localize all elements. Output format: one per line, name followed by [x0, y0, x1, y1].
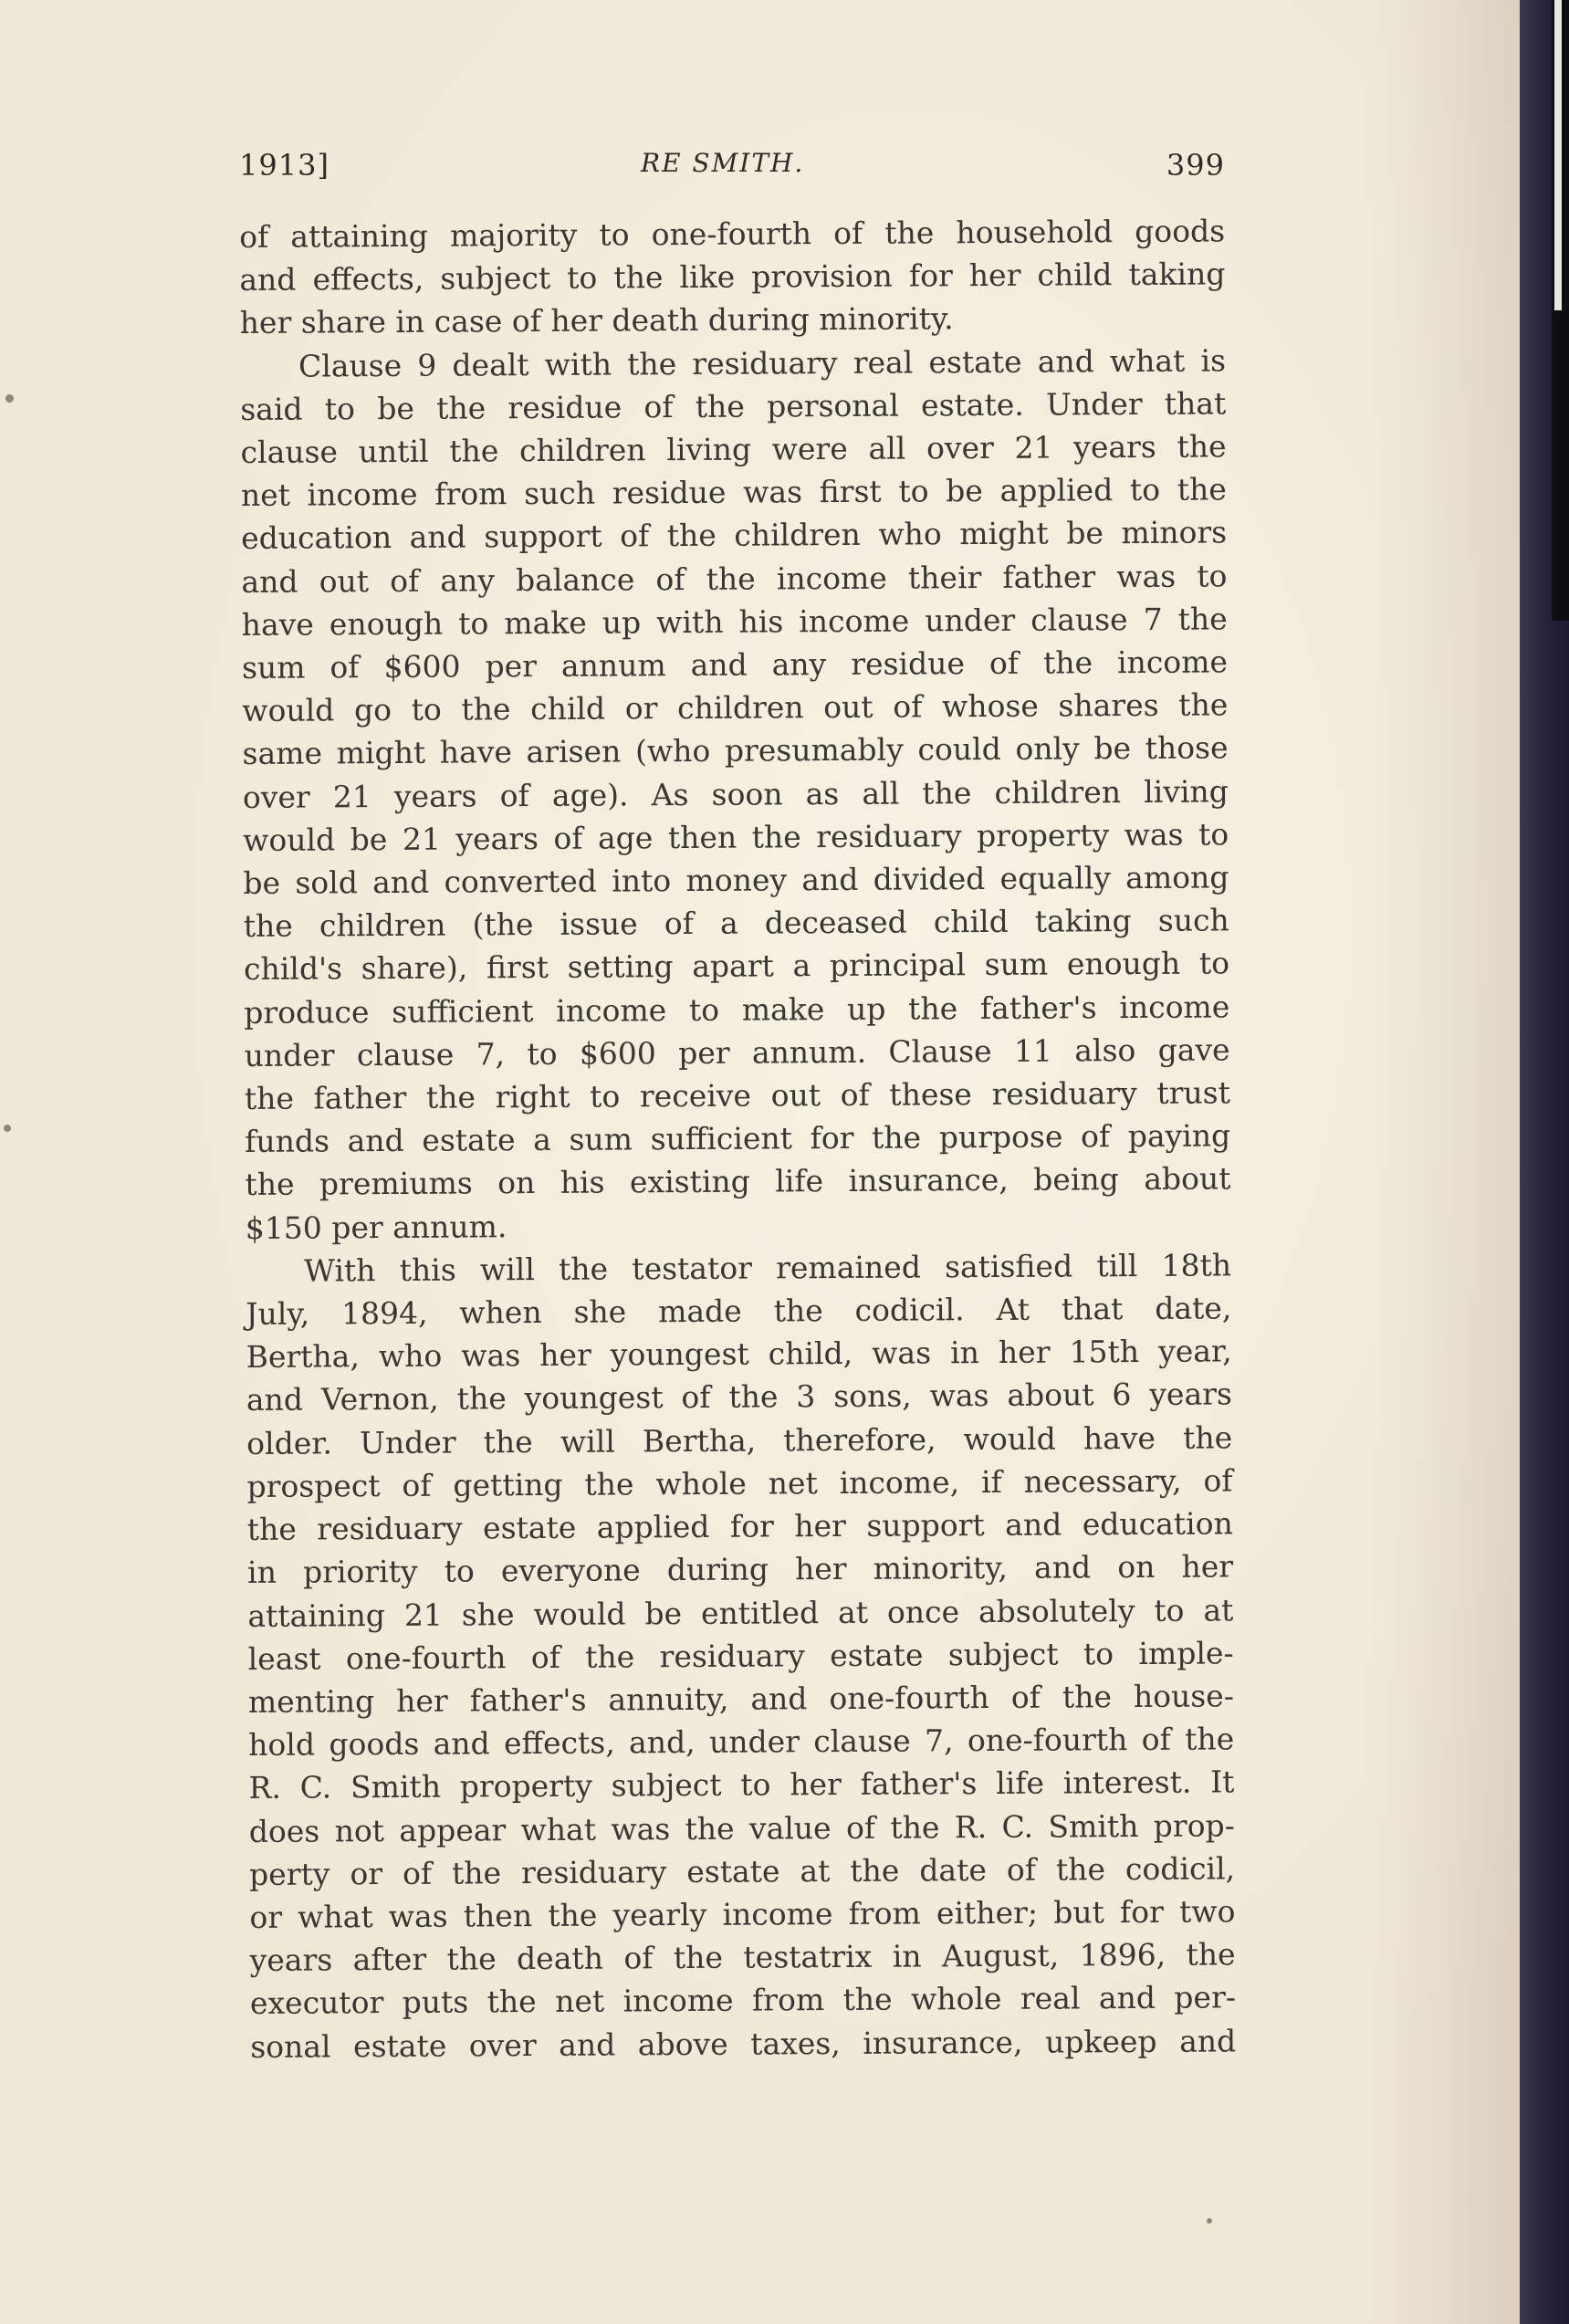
- book-edge-highlight: [1554, 0, 1562, 310]
- text-line: attaining 21 she would be entitled at once absolutely to at: [247, 1591, 1234, 1634]
- text-line: of attaining majority to one-fourth of the household goods: [239, 213, 1226, 255]
- text-line: older. Under the will Bertha, therefore, would have the: [246, 1419, 1233, 1461]
- text-line: under clause 7, to $600 per annum. Clause 11 also gave: [244, 1031, 1230, 1073]
- text-line: perty or of the residuary estate at the date of the codicil,: [248, 1850, 1236, 1892]
- paper-speck: [1207, 2218, 1212, 2224]
- text-line: does not appear what was the value of the R. C. Smith prop-: [248, 1806, 1235, 1849]
- text-line: R. C. Smith property subject to her father's life interest. It: [248, 1764, 1235, 1806]
- text-line: years after the death of the testatrix in August, 1896, the: [249, 1936, 1236, 1979]
- page-number: 399: [1166, 148, 1225, 183]
- text-line: and Vernon, the youngest of the 3 sons, was about 6 years: [246, 1376, 1233, 1418]
- text-line: education and support of the children who might be minors: [241, 514, 1228, 557]
- text-line: July, 1894, when she made the codicil. At that date,: [246, 1290, 1232, 1333]
- text-line: hold goods and effects, and, under clause 7, one-fourth of the: [248, 1721, 1235, 1764]
- text-line: least one-fourth of the residuary estate subject to imple-: [247, 1635, 1234, 1677]
- text-line: the residuary estate applied for her support and education: [246, 1505, 1233, 1548]
- text-line: net income from such residue was first to be applied to the: [240, 471, 1227, 514]
- page-header: [239, 148, 1225, 188]
- text-line: her share in case of her death during minority.: [239, 300, 954, 341]
- paper-speck: [4, 1125, 11, 1132]
- text-line: funds and estate a sum sufficient for the purpose of paying: [245, 1117, 1231, 1160]
- paper-speck: [5, 394, 14, 403]
- text-line: prospect of getting the whole net income, if necessary, of: [246, 1462, 1233, 1504]
- text-line: Bertha, who was her youngest child, was in her 15th year,: [246, 1333, 1232, 1376]
- text-line: With this will the testator remained satisfied till 18th: [303, 1247, 1232, 1289]
- body-text: [239, 209, 1272, 2068]
- header-year: 1913]: [239, 148, 329, 183]
- text-line: said to be the residue of the personal estate. Under that: [240, 385, 1227, 427]
- text-line: sonal estate over and above taxes, insurance, upkeep and: [250, 2022, 1237, 2065]
- text-line: menting her father's annuity, and one-fourth of the house-: [247, 1678, 1235, 1720]
- text-line: would be 21 years of age then the residuary property was to: [243, 816, 1229, 858]
- text-line: the father the right to receive out of these residuary trust: [244, 1074, 1231, 1117]
- text-line: sum of $600 per annum and any residue of the income: [241, 644, 1229, 686]
- running-title: RE SMITH.: [641, 148, 805, 178]
- text-line: Clause 9 dealt with the residuary real estate and what is: [298, 342, 1227, 384]
- text-line: would go to the child or children out of whose shares the: [242, 686, 1229, 729]
- text-line: and out of any balance of the income their father was to: [241, 558, 1228, 600]
- text-line: in priority to everyone during her minority, and on her: [246, 1548, 1234, 1591]
- text-line: executor puts the net income from the whole real and per-: [249, 1979, 1237, 2022]
- text-line: produce sufficient income to make up the father's income: [244, 989, 1230, 1031]
- text-line: and effects, subject to the like provision for her child taking: [239, 256, 1226, 298]
- text-line: clause until the children living were all over 21 years the: [240, 428, 1227, 471]
- text-line: the children (the issue of a deceased child taking such: [243, 902, 1229, 945]
- text-line: child's share), first setting apart a principal sum enough to: [243, 945, 1230, 988]
- text-line: have enough to make up with his income under clause 7 the: [241, 601, 1228, 643]
- text-line: or what was then the yearly income from either; but for two: [249, 1893, 1236, 1935]
- text-line: same might have arisen (who presumably could only be those: [242, 729, 1229, 772]
- text-line: over 21 years of age). As soon as all the children living: [242, 773, 1229, 815]
- text-line: the premiums on his existing life insurance, being about: [245, 1160, 1231, 1203]
- text-line: $150 per annum.: [245, 1208, 507, 1246]
- text-line: be sold and converted into money and divided equally among: [243, 859, 1229, 902]
